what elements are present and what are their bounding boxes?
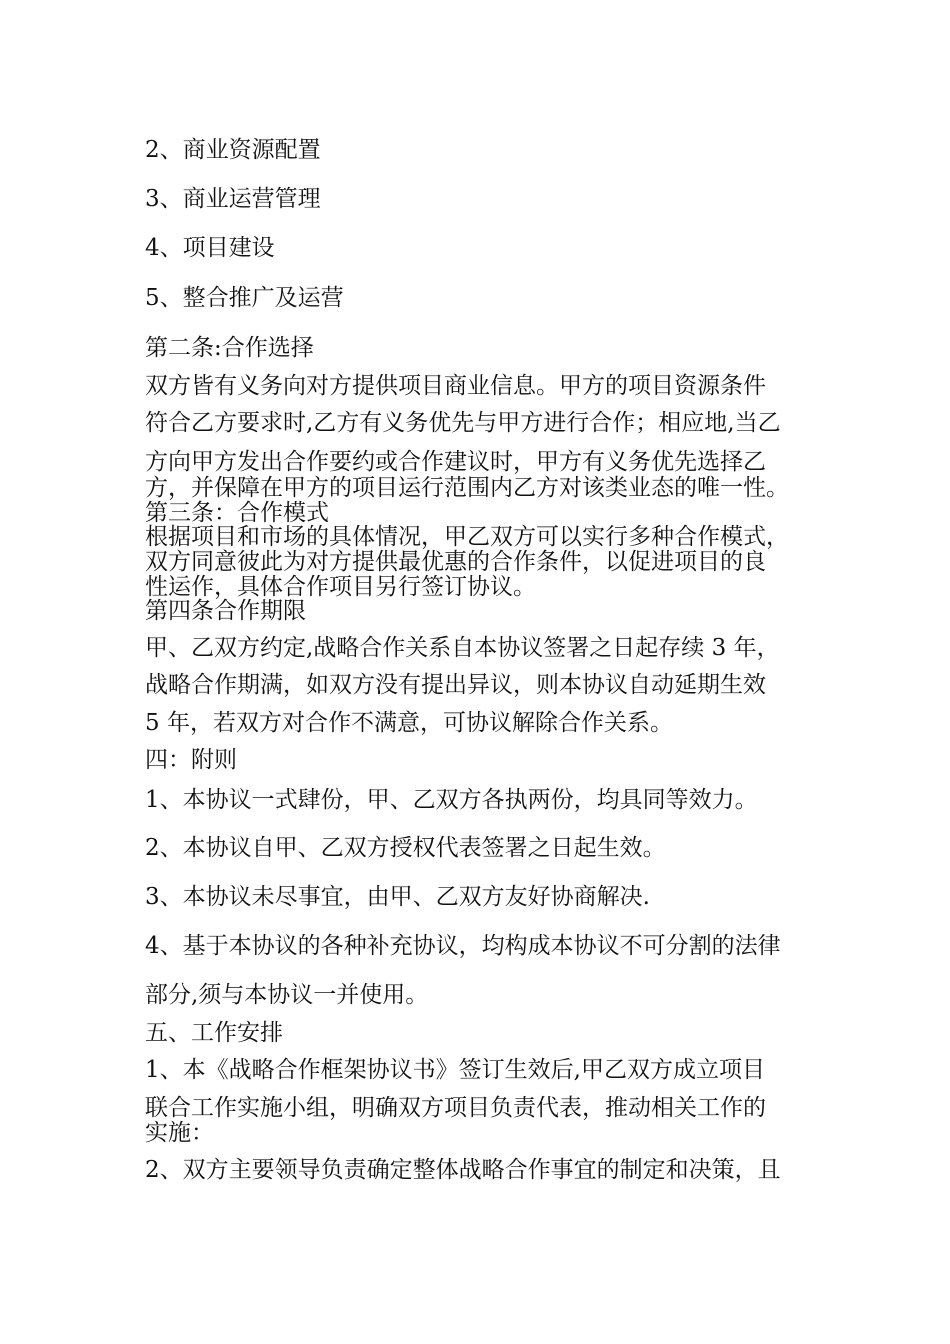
section-heading: 第三条：合作模式: [145, 500, 329, 526]
list-item: 1、本《战略合作框架协议书》签订生效后,甲乙双方成立项目: [145, 1057, 765, 1083]
list-item: 4、基于本协议的各种补充协议，均构成本协议不可分割的法律: [145, 933, 781, 959]
list-item: 4、项目建设: [145, 235, 275, 261]
section-heading: 第四条合作期限: [145, 598, 306, 624]
paragraph-line: 实施：: [145, 1120, 214, 1146]
paragraph-line: 5 年，若双方对合作不满意，可协议解除合作关系。: [145, 710, 673, 736]
section-heading: 五、工作安排: [145, 1020, 283, 1046]
list-item: 2、本协议自甲、乙双方授权代表签署之日起生效。: [145, 835, 666, 861]
list-item: 1、本协议一式肆份，甲、乙双方各执两份，均具同等效力。: [145, 787, 758, 813]
paragraph-line: 方向甲方发出合作要约或合作建议时，甲方有义务优先选择乙: [145, 449, 766, 475]
list-item: 5、整合推广及运营: [145, 285, 344, 311]
paragraph-line: 联合工作实施小组，明确双方项目负责代表，推动相关工作的: [145, 1095, 766, 1121]
paragraph-line: 甲、乙双方约定,战略合作关系自本协议签署之日起存续 3 年，: [145, 635, 780, 661]
paragraph-line: 性运作，具体合作项目另行签订协议。: [145, 574, 536, 600]
list-item: 2、商业资源配置: [145, 137, 321, 163]
paragraph-line: 方，并保障在甲方的项目运行范围内乙方对该类业态的唯一性。: [145, 475, 789, 501]
paragraph-line: 根据项目和市场的具体情况，甲乙双方可以实行多种合作模式，: [145, 524, 789, 550]
paragraph-line: 双方同意彼此为对方提供最优惠的合作条件，以促进项目的良: [145, 549, 766, 575]
paragraph-line: 符合乙方要求时,乙方有义务优先与甲方进行合作；相应地,当乙: [145, 410, 781, 436]
list-item: 3、商业运营管理: [145, 186, 321, 212]
paragraph-line: 部分,须与本协议一并使用。: [145, 982, 429, 1008]
paragraph-line: 双方皆有义务向对方提供项目商业信息。甲方的项目资源条件: [145, 373, 766, 399]
list-item: 3、本协议未尽事宜，由甲、乙双方友好协商解决.: [145, 884, 650, 910]
section-heading: 四：附则: [145, 747, 237, 773]
list-item: 2、双方主要领导负责确定整体战略合作事宜的制定和决策，且: [145, 1157, 781, 1183]
paragraph-line: 战略合作期满，如双方没有提出异议，则本协议自动延期生效: [145, 672, 766, 698]
section-heading: 第二条:合作选择: [145, 335, 314, 361]
